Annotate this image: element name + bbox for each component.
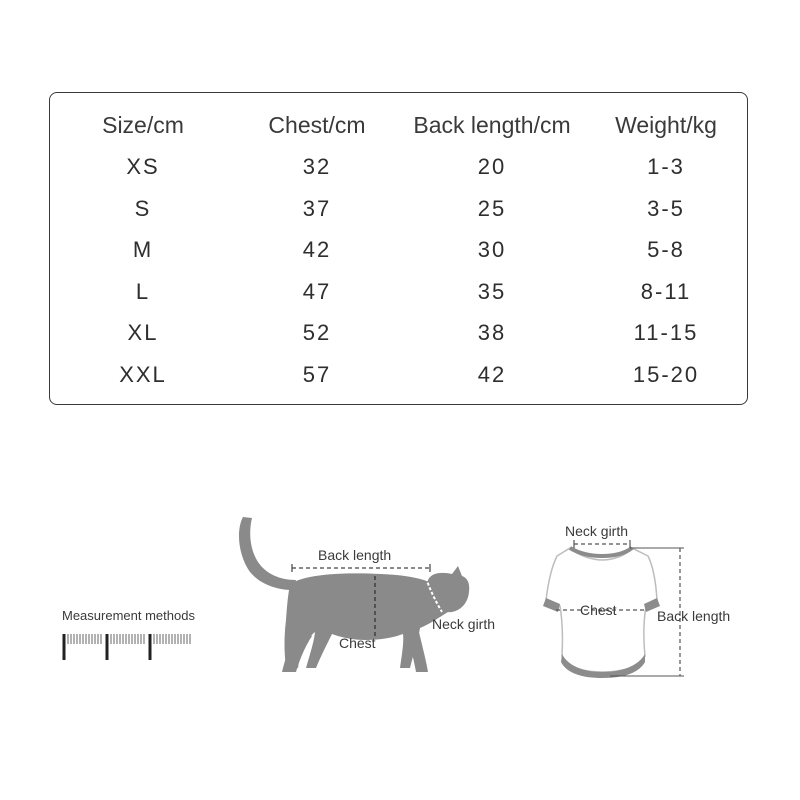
header-size: Size/cm — [102, 112, 184, 138]
cell-size-xs: XS — [126, 154, 160, 179]
cell-weight-xs: 1-3 — [647, 154, 685, 179]
cell-weight-xxl: 15-20 — [632, 362, 700, 387]
cell-size-xxl: XXL — [119, 362, 167, 387]
cell-back-m: 30 — [477, 237, 507, 262]
cat-chest-label: Chest — [339, 635, 376, 651]
cell-weight-m: 5-8 — [647, 237, 685, 262]
cell-back-xs: 20 — [477, 154, 507, 179]
shirt-neck-girth-label: Neck girth — [565, 523, 629, 539]
cell-back-s: 25 — [477, 196, 507, 221]
cell-chest-s: 37 — [302, 196, 332, 221]
cell-size-s: S — [134, 196, 152, 221]
cell-back-xxl: 42 — [477, 362, 507, 387]
cell-chest-l: 47 — [302, 279, 332, 304]
cell-back-xl: 38 — [477, 320, 507, 345]
header-chest: Chest/cm — [268, 112, 366, 138]
cat-neck-girth-label: Neck girth — [432, 616, 496, 632]
cell-weight-s: 3-5 — [647, 196, 685, 221]
cell-chest-xl: 52 — [302, 320, 332, 345]
cell-chest-xxl: 57 — [302, 362, 332, 387]
ruler-icon — [68, 634, 190, 644]
cell-chest-xs: 32 — [302, 154, 332, 179]
shirt-chest-label: Chest — [580, 602, 617, 618]
cell-chest-m: 42 — [302, 237, 332, 262]
cell-size-xl: XL — [127, 320, 159, 345]
measurement-methods-block — [62, 608, 195, 660]
cat-back-length-label: Back length — [318, 547, 392, 563]
cell-weight-l: 8-11 — [640, 279, 692, 304]
shirt-back-length-label: Back length — [657, 608, 731, 624]
header-back-length: Back length/cm — [413, 112, 571, 138]
header-weight: Weight/kg — [615, 112, 717, 138]
cell-weight-xl: 11-15 — [633, 320, 699, 345]
measurement-methods-label: Measurement methods — [62, 608, 195, 623]
cell-size-l: L — [135, 279, 151, 304]
cell-size-m: M — [132, 237, 154, 262]
cell-back-l: 35 — [477, 279, 507, 304]
